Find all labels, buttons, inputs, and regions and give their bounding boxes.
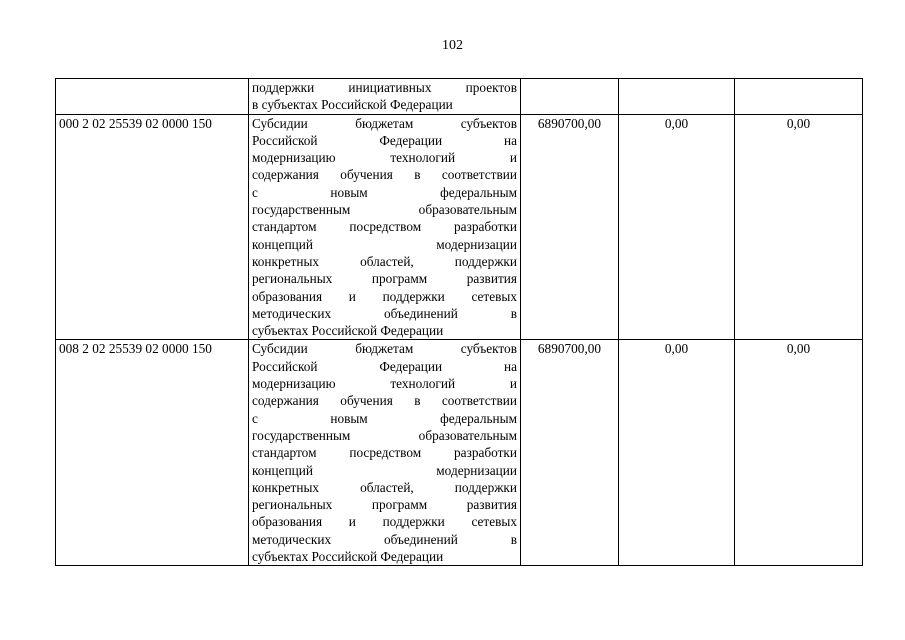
income-name-line: методических объединений в <box>252 531 517 547</box>
amount-cell-1: 6890700,00 <box>521 114 619 340</box>
income-name-cell <box>249 79 521 115</box>
table-row <box>56 114 863 340</box>
income-name-line: государственным образовательным <box>252 202 517 218</box>
budget-code-cell: 000 2 02 25539 02 0000 150 <box>56 114 249 340</box>
income-name-line: концепций модернизации <box>252 462 517 478</box>
income-name-cell <box>249 340 521 566</box>
income-name-line: содержания обучения в соответствии <box>252 167 517 183</box>
page-number: 102 <box>442 38 463 53</box>
income-name-line: региональных программ развития <box>252 497 517 513</box>
amount-cell-3: 0,00 <box>735 340 863 566</box>
income-name-cell <box>249 114 521 340</box>
income-name-line: поддержки инициативных проектов <box>252 80 517 95</box>
income-name-line: образования и поддержки сетевых <box>252 514 517 530</box>
budget-table-body <box>56 79 863 566</box>
table-row <box>56 79 863 115</box>
income-name-line: стандартом посредством разработки <box>252 445 517 461</box>
amount-cell-2: 0,00 <box>619 340 735 566</box>
income-name-line: региональных программ развития <box>252 271 517 287</box>
income-name-line: модернизацию технологий и <box>252 150 517 166</box>
income-name-line: Российской Федерации на <box>252 358 517 374</box>
amount-cell-1 <box>521 79 619 115</box>
income-name-line: модернизацию технологий и <box>252 376 517 392</box>
income-name-line: Российской Федерации на <box>252 132 517 148</box>
income-name-line: государственным образовательным <box>252 427 517 443</box>
budget-code-cell <box>56 79 249 115</box>
amount-cell-3: 0,00 <box>735 114 863 340</box>
income-name-line: Субсидии бюджетам субъектов <box>252 115 517 131</box>
table-row <box>56 340 863 566</box>
income-name-line: конкретных областей, поддержки <box>252 253 517 269</box>
income-name-line: с новым федеральным <box>252 184 517 200</box>
income-name-line: субъектах Российской Федерации <box>252 323 444 339</box>
budget-code-cell: 008 2 02 25539 02 0000 150 <box>56 340 249 566</box>
amount-cell-1: 6890700,00 <box>521 340 619 566</box>
income-name-line: в субъектах Российской Федерации <box>252 97 453 113</box>
income-name-line: содержания обучения в соответствии <box>252 393 517 409</box>
amount-cell-2 <box>619 79 735 115</box>
income-name-line: методических объединений в <box>252 305 517 321</box>
budget-table <box>55 78 863 566</box>
income-name-line: субъектах Российской Федерации <box>252 549 444 565</box>
income-name-line: с новым федеральным <box>252 410 517 426</box>
amount-cell-2: 0,00 <box>619 114 735 340</box>
income-name-line: Субсидии бюджетам субъектов <box>252 341 517 357</box>
income-name-line: концепций модернизации <box>252 236 517 252</box>
income-name-line: стандартом посредством разработки <box>252 219 517 235</box>
income-name-line: конкретных областей, поддержки <box>252 479 517 495</box>
income-name-line: образования и поддержки сетевых <box>252 288 517 304</box>
amount-cell-3 <box>735 79 863 115</box>
